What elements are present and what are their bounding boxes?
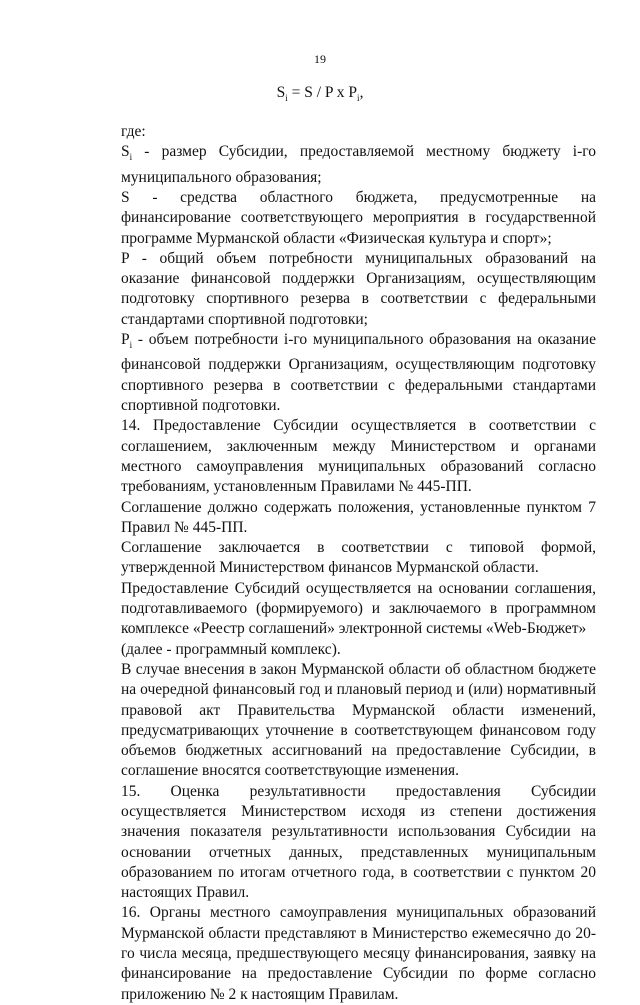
document-body [121, 122, 596, 1005]
formula-lhs: S [276, 84, 286, 101]
paragraph-software-complex: (далее - программный комплекс). [121, 640, 341, 658]
definition-symbol: P [121, 331, 130, 349]
where-label: где: [121, 123, 146, 140]
definition-s [121, 188, 596, 249]
definition-symbol: P [121, 249, 130, 267]
formula-lhs-subscript: i [285, 93, 288, 104]
paragraph-agreement-registry: Предоставление Субсидий осуществляется на основании соглашения, подготавливаемого (формируемого) и заключаемого в программном комплексе «Реестр соглашений» электронной системы «Web-Бюджет» [121, 579, 596, 638]
formula-rhs: = S / P x P [291, 84, 358, 101]
formula [0, 84, 640, 103]
definition-symbol: S [121, 188, 130, 206]
definition-subscript: i [129, 152, 133, 163]
paragraph-budget-changes: В случае внесения в закон Мурманской области об областном бюджете на очередной финансовый год и плановый период и (или) нормативный правовой акт Правительства Мурманской области изменений, предусматривающих уточнение в соответствующем финансовом году объемов бюджетных ассигнований на предоставление Субсидии, в соглашение вносятся соответствующие изменения. [121, 660, 596, 780]
definition-symbol: S [121, 143, 130, 161]
definition-subscript: i [129, 340, 133, 351]
definition-p [121, 249, 596, 330]
definition-text: - объем потребности i-го муниципального образования на оказание финансовой поддержки Организациям, осуществляющим подготовку спортивного резерва в соответствии с федеральными стандартами спортивной подготовки. [121, 331, 596, 415]
paragraph-15: 15. Оценка результативности предоставления Субсидии осуществляется Министерством исходя из степени достижения значения показателя результативности использования Субсидии на основании отчетных данных, представленных муниципальным образованием по итогам отчетного года, в соответствии с пунктом 20 настоящих Правил. [121, 782, 596, 902]
paragraph-16: 16. Органы местного самоуправления муниципальных образований Мурманской области представляют в Министерство ежемесячно до 20-го числа месяца, предшествующего месяцу финансирования, заявку на финансирование на предоставление Субсидии по форме согласно приложению № 2 к настоящим Правилам. [121, 904, 596, 1003]
paragraph-14: 14. Предоставление Субсидии осуществляется в соответствии с соглашением, заключенным между Министерством и органами местного самоуправления муниципальных образований согласно требованиям, установленным Правилами № 445-ПП. [121, 417, 596, 496]
definition-text: - общий объем потребности муниципальных образований на оказание финансовой поддержки Организациям, осуществляющим подготовку спортивного резерва в соответствии с федеральными стандартами спортивной подготовки; [121, 249, 596, 328]
formula-end: , [359, 84, 364, 101]
page-number: 19 [314, 52, 326, 66]
definition-text: - средства областного бюджета, предусмотренные на финансирование соответствующего мероприятия в государственной программе Мурманской области «Физическая культура и спорт»; [121, 188, 596, 247]
paragraph-agreement-form: Соглашение заключается в соответствии с типовой формой, утвержденной Министерством финансов Мурманской области. [121, 539, 596, 577]
definition-text: - размер Субсидии, предоставляемой местному бюджету i-го муниципального образования; [121, 143, 596, 186]
paragraph-agreement-content: Соглашение должно содержать положения, установленные пунктом 7 Правил № 445-ПП. [121, 498, 596, 536]
definition-pi [121, 330, 596, 416]
formula-rhs-subscript: i [357, 93, 360, 104]
definition-si [121, 142, 596, 188]
